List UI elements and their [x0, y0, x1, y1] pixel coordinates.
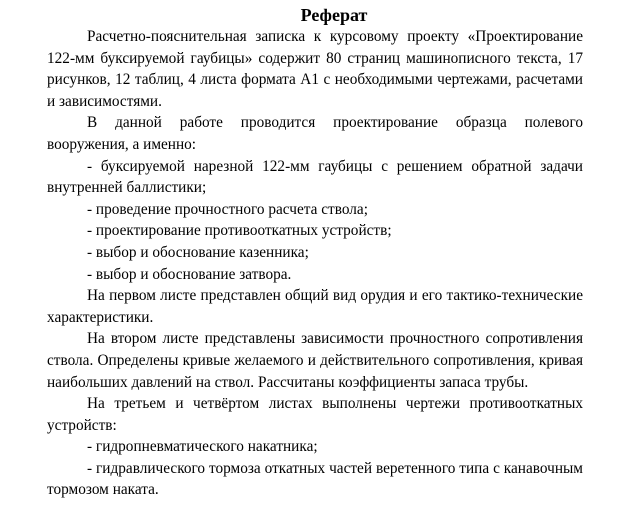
list-item-breech: - выбор и обоснование казенника;	[87, 243, 309, 261]
list-item-recoil-brake: - гидравлического тормоза откатных частей веретенного типа с канавочным тормозом наката.	[47, 459, 583, 499]
paragraph-sheet-one: На первом листе представлен общий вид орудия и его тактико-технические характеристики.	[47, 287, 583, 326]
document-page	[47, 0, 583, 501]
list-item-howitzer: - буксируемой нарезной 122-мм гаубицы с решением обратной задачи внутренней баллистики;	[47, 157, 583, 197]
paragraph-sheet-two: На втором листе представлены зависимости прочностного сопротивления ствола. Определены кривые желаемого и действительного сопротивления, кривая наибольших давлений на ствол. Рассчитаны коэффициенты запаса трубы.	[47, 330, 583, 391]
list-item-bolt: - выбор и обоснование затвора.	[87, 265, 292, 283]
list-item-recuperator: - гидропневматического накатника;	[87, 438, 318, 456]
document-title: Реферат	[300, 5, 368, 25]
list-item-recoil-devices: - проектирование противооткатных устройств;	[87, 222, 392, 240]
paragraph-summary: Расчетно-пояснительная записка к курсовому проекту «Проектирование 122-мм буксируемой гаубицы» содержит 80 страниц машинописного текста, 17 рисунков, 12 таблиц, 4 листа формата А1 с необходимыми чертежами, расчетами и зависимостями.	[47, 28, 583, 110]
list-item-barrel-strength: - проведение прочностного расчета ствола;	[87, 200, 368, 218]
paragraph-sheets-three-four: На третьем и четвёртом листах выполнены чертежи противооткатных устройств:	[47, 395, 583, 434]
paragraph-intro: В данной работе проводится проектирование образца полевого вооружения, а именно:	[47, 114, 583, 153]
